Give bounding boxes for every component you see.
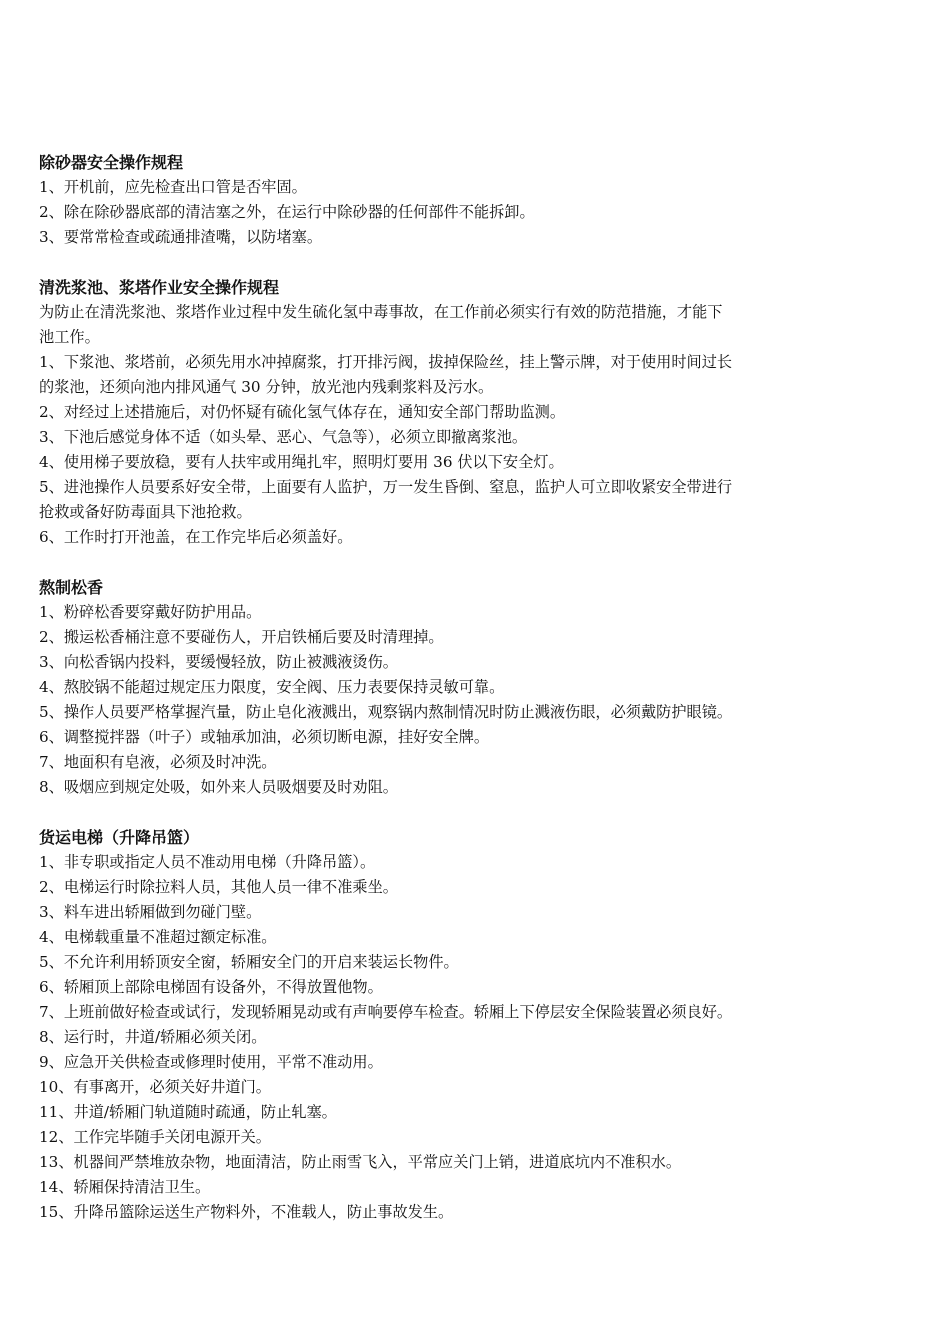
rule-line: 8、吸烟应到规定处吸，如外来人员吸烟要及时劝阻。 [39,778,398,796]
rule-line: 2、电梯运行时除拉料人员，其他人员一律不准乘坐。 [39,878,398,896]
document-page [39,150,914,1250]
rule-line: 1、粉碎松香要穿戴好防护用品。 [39,603,262,621]
section-title: 货运电梯（升降吊篮） [39,828,200,847]
rule-line: 6、调整搅拌器（叶子）或轴承加油，必须切断电源，挂好安全牌。 [39,728,490,746]
rule-line: 2、搬运松香桶注意不要碰伤人，开启铁桶后要及时清理掉。 [39,628,444,646]
rule-line: 2、对经过上述措施后，对仍怀疑有硫化氢气体存在，通知安全部门帮助监测。 [39,403,566,421]
rule-line: 抢救或备好防毒面具下池抢救。 [39,503,252,521]
rule-line: 7、上班前做好检查或试行，发现轿厢晃动或有声响要停车检查。轿厢上下停层安全保险装置必须良好。 [39,1003,733,1021]
rule-line: 6、工作时打开池盖，在工作完毕后必须盖好。 [39,528,353,546]
rule-line: 9、应急开关供检查或修理时使用，平常不准动用。 [39,1053,383,1071]
rule-line: 10、有事离开，必须关好井道门。 [39,1078,271,1096]
rule-line: 1、非专职或指定人员不准动用电梯（升降吊篮）。 [39,853,376,871]
rule-line: 3、料车进出轿厢做到勿碰门壁。 [39,903,262,921]
rule-line: 5、进池操作人员要系好安全带，上面要有人监护，万一发生昏倒、窒息，监护人可立即收紧安全带进行 [39,478,733,496]
section-title: 除砂器安全操作规程 [39,153,184,172]
rule-line: 4、熬胶锅不能超过规定压力限度，安全阀、压力表要保持灵敏可靠。 [39,678,505,696]
rule-line: 5、操作人员要严格掌握汽量，防止皂化液溅出，观察锅内熬制情况时防止溅液伤眼，必须戴防护眼镜。 [39,703,733,721]
rule-line: 15、升降吊篮除运送生产物料外，不准载人，防止事故发生。 [39,1203,454,1221]
rule-line: 1、下浆池、浆塔前，必须先用水冲掉腐浆，打开排污阀，拔掉保险丝，挂上警示牌，对于使用时间过长 [39,353,733,371]
rule-line: 池工作。 [39,328,100,346]
rule-line: 的浆池，还须向池内排风通气 30 分钟，放光池内残剩浆料及污水。 [39,378,494,396]
section-rosin-boiling [39,575,914,800]
rule-line: 4、使用梯子要放稳，要有人扶牢或用绳扎牢，照明灯要用 36 伏以下安全灯。 [39,453,564,471]
rule-line: 5、不允许利用轿顶安全窗，轿厢安全门的开启来装运长物件。 [39,953,459,971]
rule-line: 2、除在除砂器底部的清洁塞之外，在运行中除砂器的任何部件不能拆卸。 [39,203,535,221]
rule-line: 3、要常常检查或疏通排渣嘴，以防堵塞。 [39,228,323,246]
rule-line: 为防止在清洗浆池、浆塔作业过程中发生硫化氢中毒事故，在工作前必须实行有效的防范措施，才能下 [39,303,723,321]
rule-line: 11、井道/轿厢门轨道随时疏通，防止轧塞。 [39,1103,337,1121]
rule-line: 3、下池后感觉身体不适（如头晕、恶心、气急等），必须立即撤离浆池。 [39,428,528,446]
section-title: 熬制松香 [39,578,104,597]
rule-line: 12、工作完毕随手关闭电源开关。 [39,1128,271,1146]
section-desander [39,150,914,250]
rule-line: 7、地面积有皂液，必须及时冲洗。 [39,753,277,771]
rule-line: 13、机器间严禁堆放杂物，地面清洁，防止雨雪飞入，平常应关门上销，进道底坑内不准积水。 [39,1153,682,1171]
rule-line: 6、轿厢顶上部除电梯固有设备外，不得放置他物。 [39,978,383,996]
rule-line: 1、开机前，应先检查出口管是否牢固。 [39,178,307,196]
rule-line: 14、轿厢保持清洁卫生。 [39,1178,211,1196]
rule-line: 3、向松香锅内投料，要缓慢轻放，防止被溅液烫伤。 [39,653,398,671]
section-title: 清洗浆池、浆塔作业安全操作规程 [39,278,280,297]
section-pulp-tank-cleaning [39,275,914,550]
rule-line: 4、电梯载重量不准超过额定标准。 [39,928,277,946]
section-freight-elevator [39,825,914,1225]
rule-line: 8、运行时，井道/轿厢必须关闭。 [39,1028,267,1046]
